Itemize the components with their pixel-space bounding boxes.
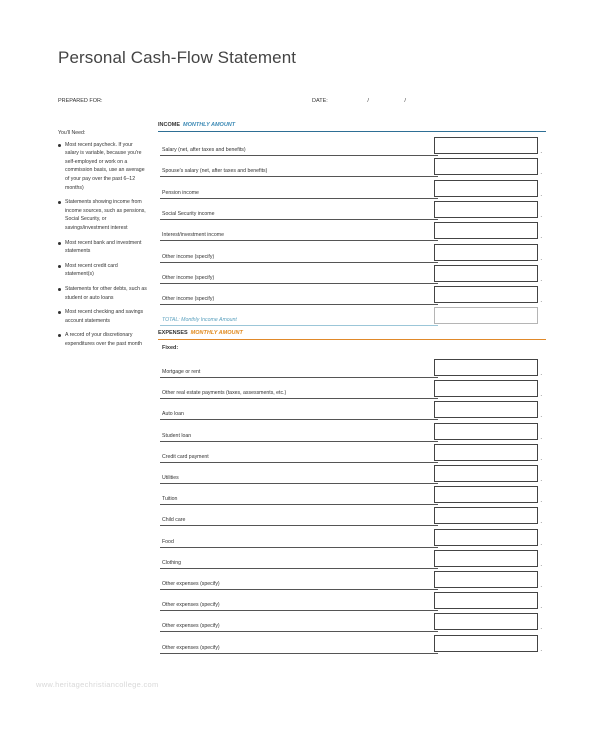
row-period: . [540,583,542,589]
form-row [160,444,544,464]
row-label: Other expenses (specify) [162,602,220,609]
row-label: Social Security income [162,210,215,217]
row-underline [160,462,438,463]
row-underline [160,504,438,505]
form-row [160,222,544,242]
row-underline [160,483,438,484]
row-underline [160,568,438,569]
amount-field[interactable] [434,137,538,154]
amount-field[interactable] [434,180,538,197]
row-period: . [540,392,542,399]
requirement-item: Most recent credit card statement(s) [58,262,148,279]
row-period: . [540,298,542,305]
row-label: Clothing [162,559,182,566]
row-period: . [540,149,542,155]
row-underline [160,525,438,526]
amount-field[interactable] [434,635,538,652]
form-row [160,550,544,570]
form-row [160,158,544,178]
row-underline [160,547,438,548]
form-row [160,380,544,400]
form-row [160,507,544,527]
amount-field[interactable] [434,507,538,524]
income-heading [158,122,235,128]
row-label: Credit card payment [162,453,209,460]
row-underline [160,398,438,399]
form-row [160,613,544,633]
row-underline [160,610,438,611]
row-label: Other expenses (specify) [162,644,220,651]
income-rule [158,131,546,132]
expenses-subhead: MONTHLY AMOUNT [190,330,243,336]
row-underline [160,155,438,156]
row-underline [160,589,438,590]
income-subhead: MONTHLY AMOUNT [183,122,236,128]
form-row [160,423,544,443]
amount-field[interactable] [434,401,538,418]
row-label: Utilities [162,475,179,481]
row-period: . [540,212,542,219]
row-label: Other expenses (specify) [162,581,220,587]
watermark: www.heritagechristiancollege.com [36,680,159,689]
expenses-heading [158,330,243,336]
row-label: Food [162,538,174,545]
amount-field[interactable] [434,529,538,546]
date-label: DATE: [312,98,328,104]
form-row [160,359,544,379]
row-label: Interest/investment income [162,232,224,239]
date-field [312,98,406,104]
amount-field[interactable] [434,444,538,461]
row-underline [160,441,438,442]
row-underline [160,219,438,220]
amount-field[interactable] [434,380,538,397]
row-underline [160,240,438,241]
row-period: . [540,477,542,483]
form-row [160,244,544,264]
requirement-item: Statements showing income from income sources, such as pensions, Social Security, or savings/investment interest [58,198,148,232]
row-period: . [540,371,542,377]
row-label: Other income (specify) [162,253,215,260]
amount-field[interactable] [434,222,538,239]
form-row [160,137,544,157]
amount-field[interactable] [434,244,538,261]
fixed-label: Fixed: [162,345,179,351]
row-label: Spouse's salary (net, after taxes and benefits) [162,168,268,175]
row-underline [160,377,438,378]
row-period: . [540,519,542,526]
form-row [160,635,544,655]
form-row [160,286,544,306]
amount-field[interactable] [434,613,538,630]
expenses-rule [158,339,546,340]
amount-field[interactable] [434,592,538,609]
amount-field[interactable] [434,423,538,440]
row-label: Other expenses (specify) [162,623,220,630]
requirements-sidebar [58,129,148,354]
row-label: Mortgage or rent [162,369,201,375]
date-separator: / [404,98,406,104]
amount-field[interactable] [434,201,538,218]
amount-field[interactable] [434,265,538,282]
row-period: . [540,604,542,611]
form-row [160,180,544,200]
row-period: . [540,498,542,505]
requirement-item: A record of your discretionary expenditures over the past month [58,331,148,348]
form-row [160,465,544,485]
row-label: Child care [162,517,186,524]
row-period: . [540,625,542,632]
requirement-item: Statements for other debts, such as student or auto loans [58,285,148,302]
need-title: You'll Need: [58,130,86,136]
expenses-head-label: EXPENSES [158,330,188,336]
total-row [160,307,544,327]
row-period: . [540,455,542,462]
row-period: . [540,413,542,420]
row-period: . [540,561,542,568]
amount-field[interactable] [434,359,538,376]
form-row [160,265,544,285]
row-underline [160,631,438,632]
row-underline [160,325,438,326]
row-underline [160,262,438,263]
amount-field[interactable] [434,550,538,567]
row-underline [160,304,438,305]
amount-field[interactable] [434,571,538,588]
form-row [160,486,544,506]
row-label: Pension income [162,189,199,196]
row-period: . [540,434,542,441]
prepared-for-label: PREPARED FOR: [58,98,103,104]
form-row [160,401,544,421]
amount-field[interactable] [434,158,538,175]
row-period: . [540,255,542,262]
amount-field[interactable] [434,486,538,503]
row-underline [160,198,438,199]
row-underline [160,653,438,654]
row-period: . [540,540,542,547]
row-label: Salary (net, after taxes and benefits) [162,147,246,153]
row-period: . [540,191,542,198]
row-period: . [540,234,542,241]
income-head-label: INCOME [158,122,180,128]
date-separator: / [367,98,369,104]
row-label: Auto loan [162,411,184,418]
row-label: Tuition [162,496,178,503]
row-label: Other income (specify) [162,296,215,303]
form-row [160,529,544,549]
requirements-list [58,141,148,349]
form-row [160,201,544,221]
row-label: Other income (specify) [162,274,215,281]
row-label: Other real estate payments (taxes, assessments, etc.) [162,390,287,397]
form-row [160,592,544,612]
amount-field[interactable] [434,465,538,482]
requirement-item: Most recent paycheck. If your salary is variable, because you're self-employed or work on a commission basis, use an average of your pay over the past 6–12 months) [58,141,148,193]
requirement-item: Most recent checking and savings account statements [58,308,148,325]
amount-field[interactable] [434,286,538,303]
requirement-item: Most recent bank and investment statements [58,239,148,256]
form-row [160,571,544,591]
row-period: . [540,646,542,653]
row-underline [160,176,438,177]
page-title: Personal Cash-Flow Statement [58,48,297,67]
amount-field[interactable] [434,307,538,324]
row-underline [160,283,438,284]
row-period: . [540,170,542,177]
row-label: TOTAL: Monthly Income Amount [162,317,237,323]
row-underline [160,419,438,420]
row-period: . [540,276,542,283]
row-label: Student loan [162,432,192,439]
